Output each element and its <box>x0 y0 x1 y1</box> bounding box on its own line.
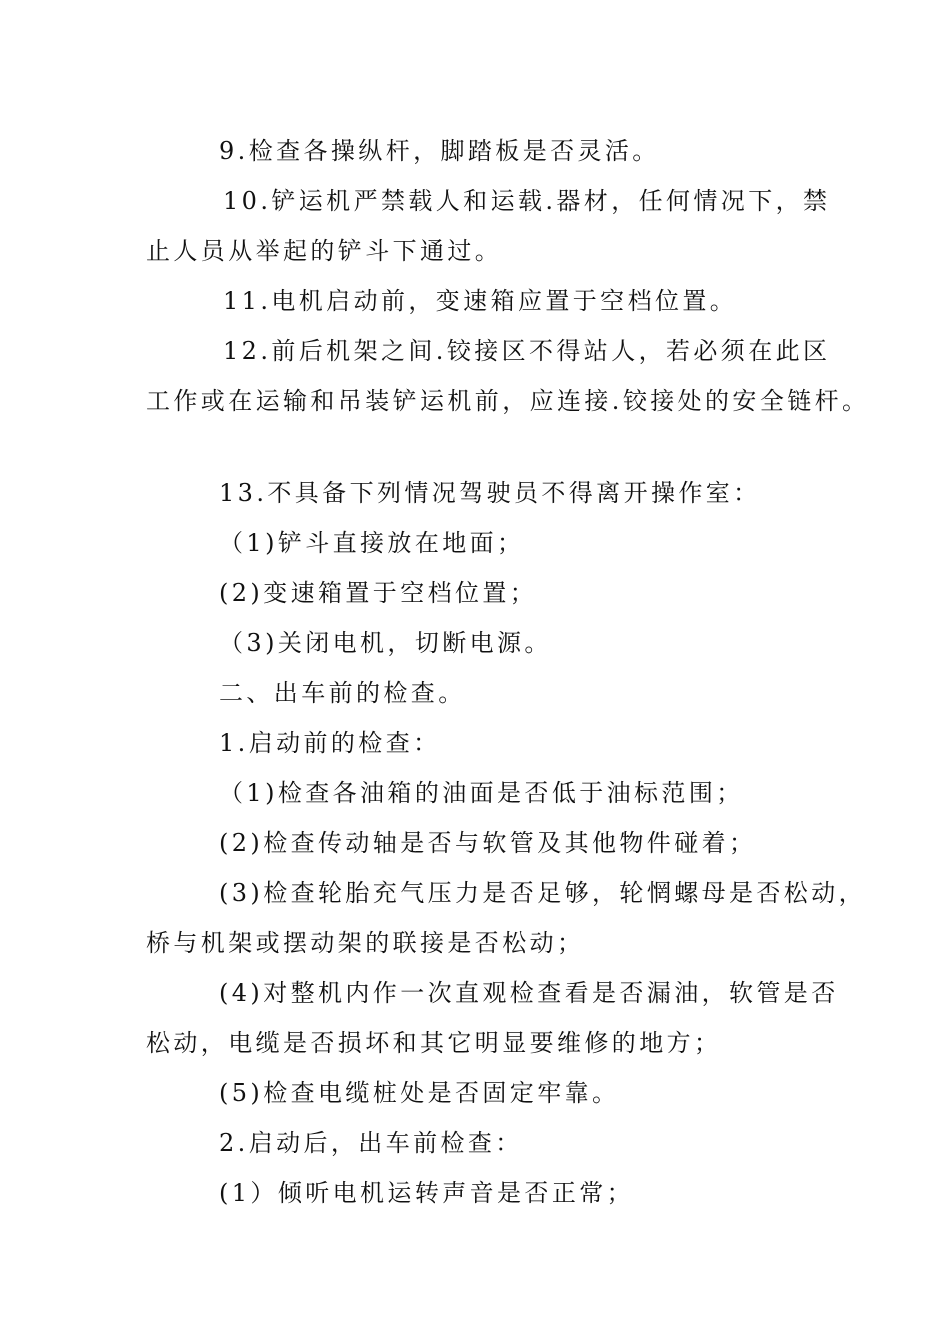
paragraph-line: (3)检查轮胎充气压力是否足够，轮惘螺母是否松动， <box>219 879 866 907</box>
paragraph-line: （1)铲斗直接放在地面； <box>219 529 525 557</box>
paragraph-line: (5)检查电缆桩处是否固定牢靠。 <box>219 1079 620 1107</box>
paragraph-line: （1)检查各油箱的油面是否低于油标范围； <box>219 779 744 807</box>
paragraph-line: 2.启动后，出车前检查： <box>219 1129 523 1157</box>
document-body <box>146 126 870 1218</box>
paragraph-line: (2)检查传动轴是否与软管及其他物件碰着； <box>219 829 757 857</box>
paragraph-line: 桥与机架或摆动架的联接是否松动； <box>146 929 585 957</box>
paragraph-line: 13.不具备下列情况驾驶员不得离开操作室： <box>219 479 761 507</box>
paragraph-line: (2)变速箱置于空档位置； <box>219 579 538 607</box>
paragraph-line: （3)关闭电机，切断电源。 <box>219 629 552 657</box>
paragraph-line: 10.铲运机严禁载人和运载.器材，任何情况下，禁 <box>223 187 831 215</box>
paragraph-line: 9.检查各操纵杆，脚踏板是否灵活。 <box>219 137 660 165</box>
paragraph-line: 止人员从举起的铲斗下通过。 <box>146 237 503 265</box>
paragraph-line: 松动，电缆是否损坏和其它明显要维修的地方； <box>146 1029 722 1057</box>
paragraph-line: 11.电机启动前，变速箱应置于空档位置。 <box>223 287 738 315</box>
paragraph-line: 12.前后机架之间.铰接区不得站人，若必须在此区 <box>223 337 831 365</box>
paragraph-line: (4)对整机内作一次直观检查看是否漏油，软管是否 <box>219 979 839 1007</box>
paragraph-line: 1.启动前的检查： <box>219 729 441 757</box>
section-heading: 二、出车前的检查。 <box>219 679 466 707</box>
paragraph-gap <box>146 426 816 468</box>
paragraph-line: 工作或在运输和吊装铲运机前，应连接.铰接处的安全链杆。 <box>146 387 870 415</box>
paragraph-line: (1）倾听电机运转声音是否正常； <box>219 1179 635 1207</box>
